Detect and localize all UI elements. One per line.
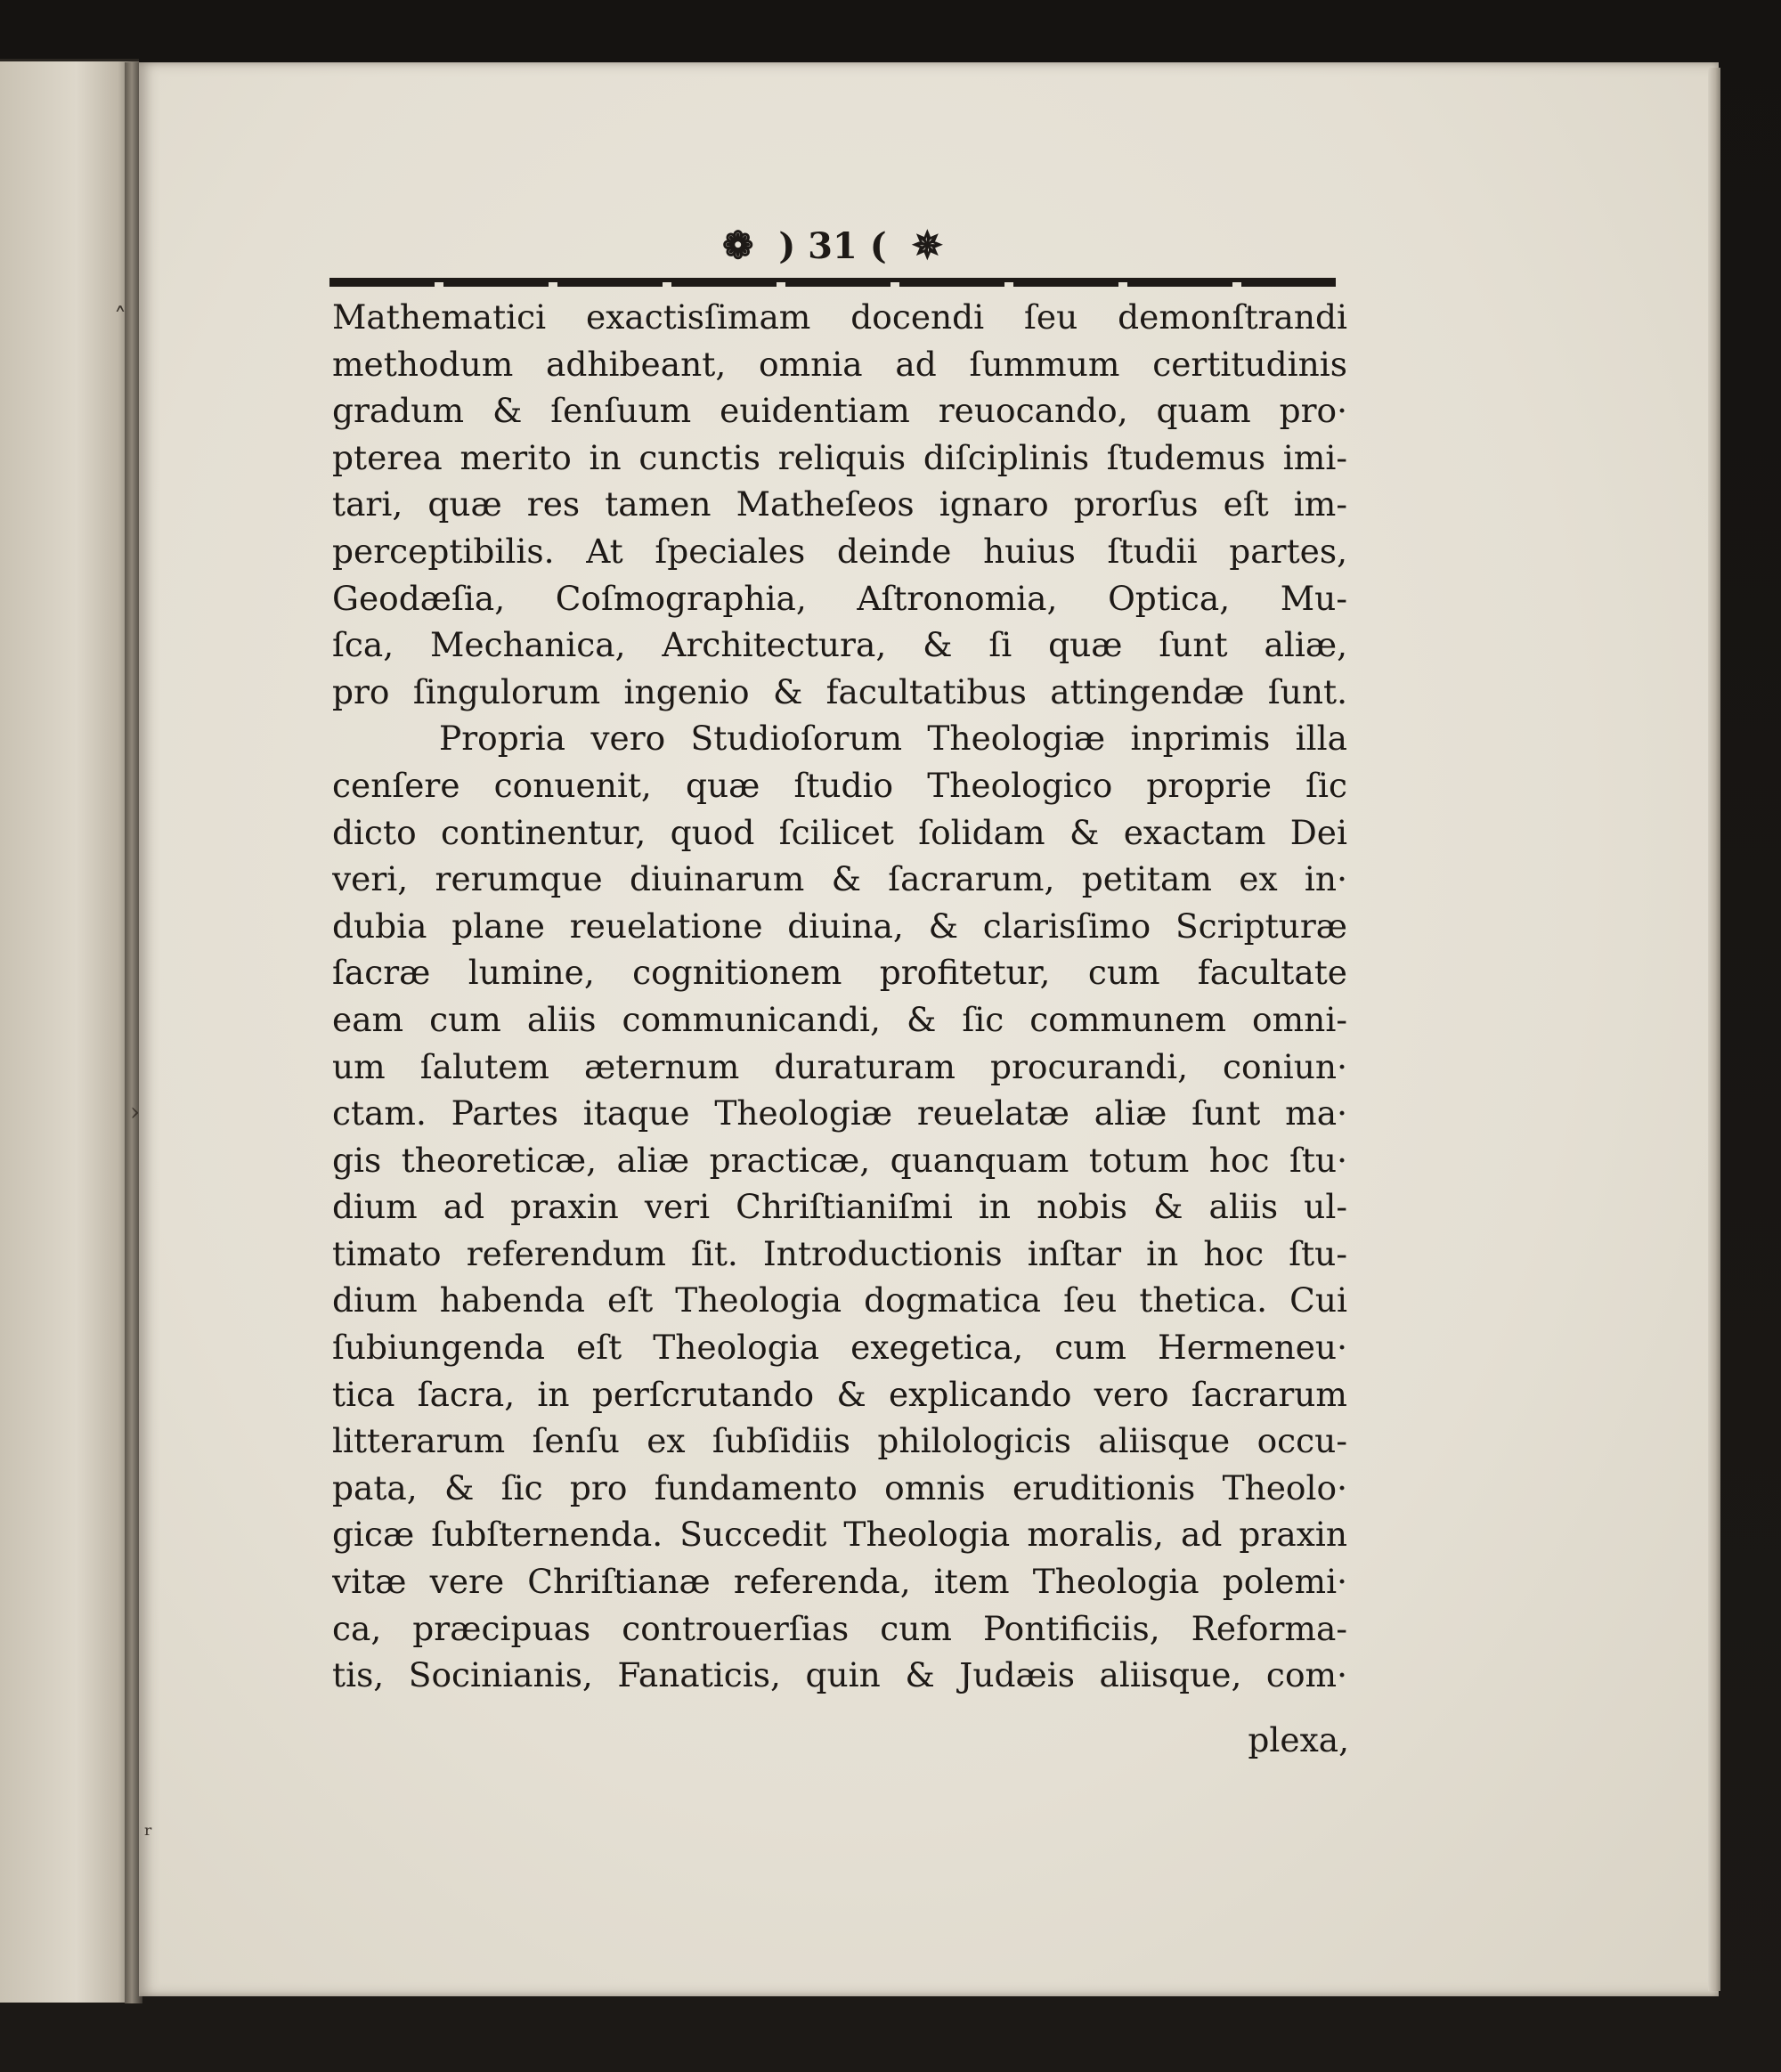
page-fore-edge [1708, 68, 1720, 1991]
text-line: cenſere conuenit, quæ ſtudio Theologico proprie ſic [332, 765, 1347, 805]
text-line: dium habenda eſt Theologia dogmatica ſeu thetica. Cui [332, 1280, 1347, 1320]
text-line: um ſalutem æternum duraturam procurandi, coniun· [332, 1046, 1347, 1086]
text-line: ſubiungenda eſt Theologia exegetica, cum Hermeneu· [332, 1328, 1347, 1368]
text-line: ſacræ lumine, cognitionem profitetur, cum facultate [332, 953, 1347, 993]
text-line: tis, Socinianis, Fanaticis, quin & Judæis aliisque, com· [332, 1655, 1347, 1695]
text-line: vitæ vere Chriſtianæ referenda, item Theologia polemi· [332, 1562, 1347, 1602]
text-line: tica ſacra, in perſcrutando & explicando vero ſacrarum [332, 1374, 1347, 1414]
running-header [329, 219, 1336, 272]
page-number: ) 31 ( [778, 224, 887, 267]
text-line-paragraph-start: Propria vero Studioſorum Theologiæ inprimis illa [439, 719, 1347, 759]
flower-ornament-icon: ❁ [722, 223, 754, 267]
header-rule [329, 278, 1336, 287]
text-line: ſca, Mechanica, Architectura, & ſi quæ ſunt aliæ, [332, 625, 1347, 665]
catchword: plexa, [1248, 1720, 1349, 1759]
text-line: dium ad praxin veri Chriſtianiſmi in nobis & aliis ul- [332, 1187, 1347, 1227]
body-text [332, 294, 1347, 1699]
text-line: pro ſingulorum ingenio & facultatibus attingendæ ſunt. [332, 671, 1347, 711]
text-line: Geodæſia, Coſmographia, Aſtronomia, Optica, Mu- [332, 578, 1347, 618]
text-line: dubia plane reuelatione diuina, & clarisſimo Scripturæ [332, 906, 1347, 946]
text-line: gis theoreticæ, aliæ practicæ, quanquam totum hoc ſtu· [332, 1140, 1347, 1180]
text-line: ca, præcipuas controuerſias cum Pontificiis, Reforma- [332, 1608, 1347, 1648]
text-line: gradum & ſenſuum euidentiam reuocando, quam pro· [332, 391, 1347, 431]
facing-page-edge [0, 59, 139, 2003]
text-line: litterarum ſenſu ex ſubſidiis philologicis aliisque occu- [332, 1421, 1347, 1461]
text-line: gicæ ſubſternenda. Succedit Theologia moralis, ad praxin [332, 1515, 1347, 1555]
text-line: pata, & ſic pro fundamento omnis eruditionis Theolo· [332, 1467, 1347, 1507]
text-line: perceptibilis. At ſpeciales deinde huius ſtudii partes, [332, 531, 1347, 571]
text-line: dicto continentur, quod ſcilicet ſolidam & exactam Dei [332, 812, 1347, 852]
text-line: ctam. Partes itaque Theologiæ reuelatæ aliæ ſunt ma· [332, 1093, 1347, 1134]
margin-mark: ˄ [114, 303, 126, 332]
text-line: methodum adhibeant, omnia ad ſummum certitudinis [332, 344, 1347, 384]
text-line: pterea merito in cunctis reliquis diſciplinis ſtudemus imi- [332, 437, 1347, 477]
margin-mark: › [130, 1097, 141, 1126]
text-line: eam cum aliis communicandi, & ſic communem omni- [332, 999, 1347, 1039]
text-line: timato referendum ſit. Introductionis inſtar in hoc ſtu- [332, 1233, 1347, 1273]
star-ornament-icon: ✵ [911, 223, 943, 267]
margin-mark: ʳ [144, 1820, 153, 1849]
text-line: Mathematici exactisſimam docendi ſeu demonſtrandi [332, 297, 1347, 337]
text-line: veri, rerumque diuinarum & ſacrarum, petitam ex in· [332, 859, 1347, 899]
text-line: tari, quæ res tamen Matheſeos ignaro prorſus eſt im- [332, 484, 1347, 524]
